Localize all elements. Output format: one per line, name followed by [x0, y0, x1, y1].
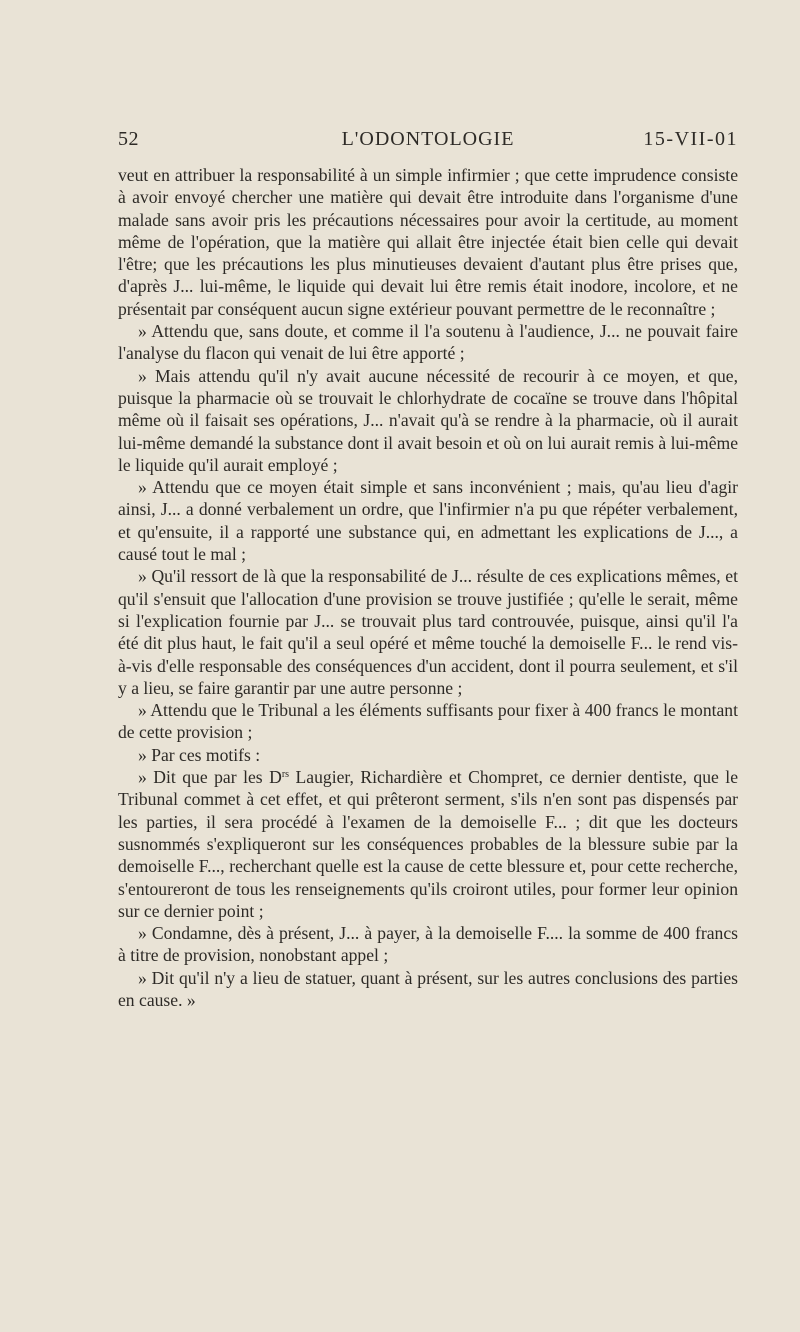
paragraph: » Attendu que, sans doute, et comme il l'a soutenu à l'audience, J... ne pouvait faire l'analyse du flacon qui venait de lui être apporté ;	[118, 321, 738, 364]
paragraph: » Mais attendu qu'il n'y avait aucune nécessité de recourir à ce moyen, et que, puisque la pharmacie où se trouvait le chlorhydrate de cocaïne se trouve dans l'hôpital même où il faisait ses opérations, J... n'avait qu'à se rendre à la pharmacie, où il aurait lui-même demandé la substance dont il avait besoin et où on lui aurait remis à lui-même le liquide qu'il aurait employé ;	[118, 365, 738, 475]
running-header	[118, 128, 738, 156]
dit-text-start: » Dit que par les D	[138, 767, 282, 788]
paragraph: » Qu'il ressort de là que la responsabilité de J... résulte de ces explications mêmes, et qu'il s'ensuit que l'allocation d'une provision se trouve justifiée ; qu'elle le serait, même si l'explication fournie par J... se trouvait plus tard controuvée, puisque, ainsi qu'il l'a été dit plus haut, le fait qu'il a seul opéré et même touché la demoiselle F... le rend vis-à-vis d'elle responsable des conséquences d'un accident, dont il pourra seulement, et s'il y a lieu, se faire garantir par une autre personne ;	[118, 566, 738, 698]
paragraph-dit	[118, 766, 738, 922]
dit-text-end: Laugier, Richardière et Chompret, ce dernier dentiste, que le Tribunal commet à cet effet, et qui prêteront serment, s'ils n'en sont pas dispensés par les parties, il sera procédé à l'examen de la demoiselle F... ; dit que les docteurs susnommés s'expliqueront sur les conséquences probables de la blessure subie par la demoiselle F..., recherchant quelle est la cause de cette blessure et, pour cette recherche, s'entoureront de tous les renseignements qu'ils croiront utiles, pour former leur opinion sur ce dernier point ;	[118, 767, 738, 921]
page-number: 52	[118, 128, 139, 150]
journal-title: L'ODONTOLOGIE	[341, 128, 515, 150]
paragraph: » Condamne, dès à présent, J... à payer, à la demoiselle F.... la somme de 400 francs à titre de provision, nonobstant appel ;	[118, 923, 738, 966]
body-text	[118, 164, 738, 1011]
doctors-superscript: rs	[281, 769, 290, 781]
issue-date: 15-VII-01	[643, 128, 738, 150]
paragraph: » Attendu que ce moyen était simple et sans inconvénient ; mais, qu'au lieu d'agir ainsi, J... a donné verbalement un ordre, que l'infirmier n'a pu que répéter verbalement, et qu'ensuite, il a rapporté une substance qui, en admettant les explications de J..., a causé tout le mal ;	[118, 477, 738, 565]
paragraph: » Attendu que le Tribunal a les éléments suffisants pour fixer à 400 francs le montant de cette provision ;	[118, 700, 738, 743]
paragraph: » Dit qu'il n'y a lieu de statuer, quant à présent, sur les autres conclusions des parties en cause. »	[118, 967, 738, 1010]
paragraph: » Par ces motifs :	[138, 744, 261, 765]
paragraph: veut en attribuer la responsabilité à un simple infirmier ; que cette imprudence consiste à avoir envoyé chercher une matière qui devait être introduite dans l'organisme d'une malade sans avoir pris les précautions nécessaires pour avoir la certitude, au moment même de l'opération, que la matière qui allait être injectée était bien celle qui devait l'être; que les précautions les plus minutieuses devaient d'autant plus être prises que, d'après J... lui-même, le liquide qui devait lui être remis était inodore, incolore, et ne présentait par conséquent aucun signe extérieur pouvant permettre de le reconnaître ;	[118, 165, 738, 319]
